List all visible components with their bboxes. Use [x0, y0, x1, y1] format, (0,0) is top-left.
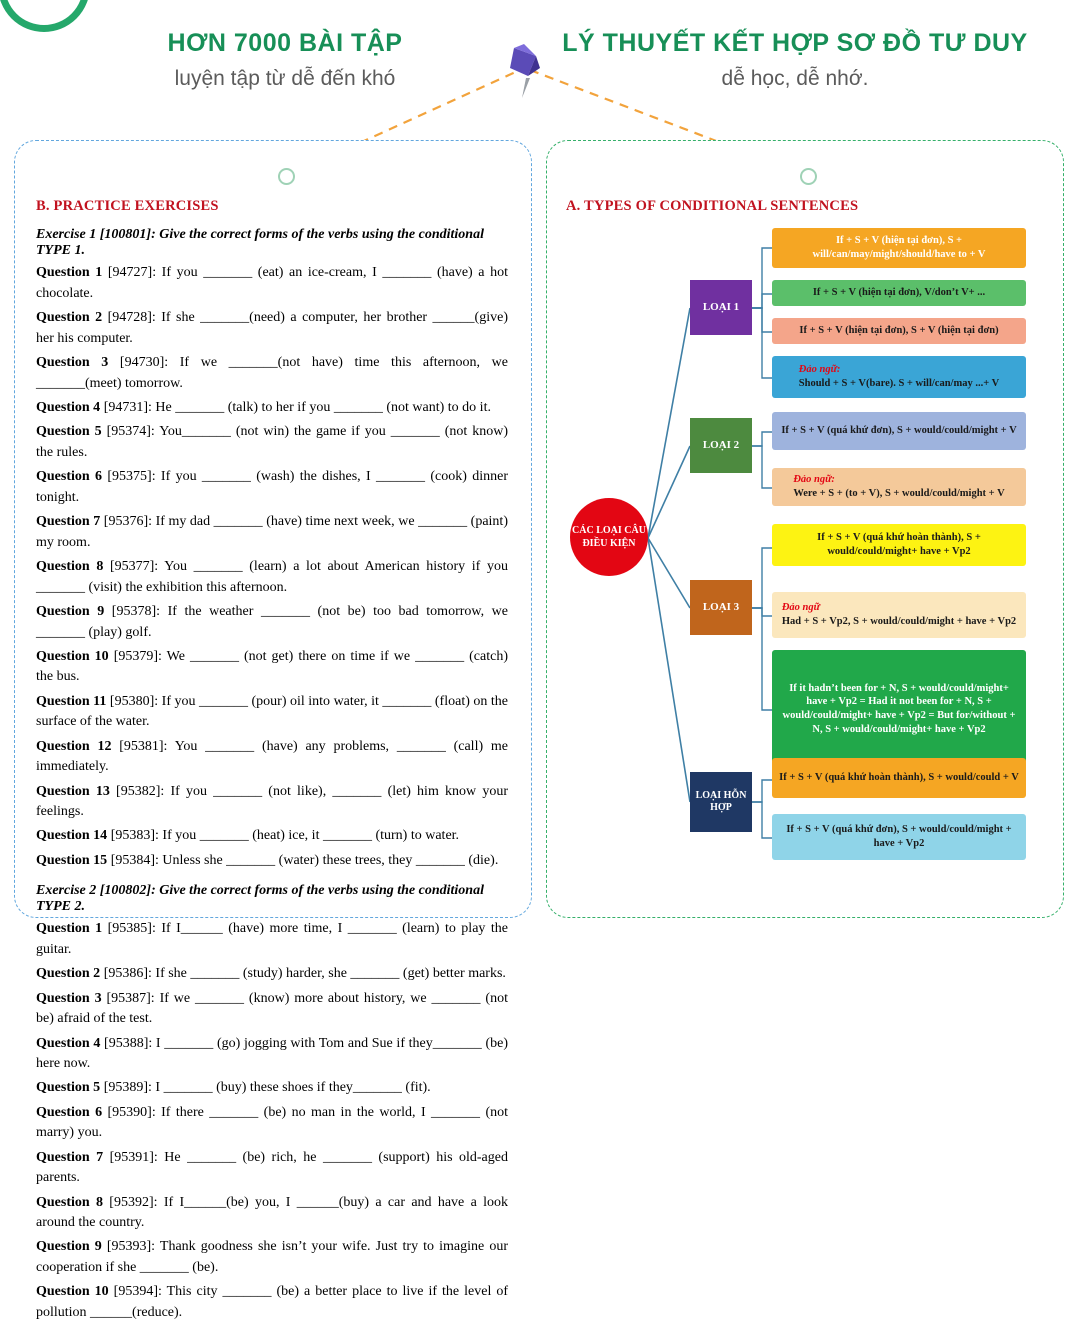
formula-text: Should + S + V(bare). S + will/can/may ...+ V: [798, 378, 1000, 389]
question-item: Question 5 [95374]: You_______ (not win) the game if you _______ (not know) the rules.: [36, 424, 508, 460]
formula-box: [772, 650, 1026, 768]
question-item: Question 3 [94730]: If we _______(not have) time this afternoon, we _______(meet) tomorrow.: [36, 354, 508, 391]
mindmap-type-2: LOẠI 2: [690, 418, 752, 473]
exercise1-heading: Exercise 1 [100801]: Give the correct forms of the verbs using the conditional TYPE 1.: [36, 227, 484, 258]
exercise2-question-list: [36, 919, 508, 1323]
formula-box: [772, 280, 1026, 306]
formula-box: [772, 468, 1026, 506]
card-left-eyelet-icon: [278, 168, 295, 185]
formula-text: If + S + V (hiện tại đơn), V/don’t V+ ...: [812, 287, 986, 299]
question-item: Question 10 [95394]: This city _______ (be) a better place to live if the level of pollution ______(reduce).: [36, 1284, 508, 1321]
practice-section-title: B. PRACTICE EXERCISES: [36, 198, 219, 214]
formula-text: If it hadn’t been for + N, S + would/could/might+ have + Vp2 = Had it not been for + N, S + would/could/might+ have + Vp2 = But for/without + N, S + would/could/might+ have + Vp2: [782, 682, 1016, 735]
question-item: Question 3 [95387]: If we _______ (know) more about history, we _______ (not be) afraid of the test.: [36, 990, 508, 1027]
formula-box: [772, 592, 1026, 638]
exercise1-question-list: [36, 263, 508, 871]
header-right-subtitle: dễ học, dễ nhớ.: [721, 67, 869, 90]
formula-box: [772, 228, 1026, 268]
question-item: Question 2 [95386]: If she _______ (study) harder, she _______ (get) better marks.: [36, 966, 506, 982]
formula-box: [772, 814, 1026, 860]
formula-text: Had + S + Vp2, S + would/could/might + have + Vp2: [781, 616, 1017, 627]
question-item: Question 9 [95378]: If the weather _______ (not be) too bad tomorrow, we _______ (play) golf.: [36, 603, 508, 640]
exercise2-heading: Exercise 2 [100802]: Give the correct forms of the verbs using the conditional TYPE 2.: [36, 883, 484, 915]
question-item: Question 15 [95384]: Unless she _______ (water) these trees, they _______ (die).: [36, 852, 499, 868]
mindmap-type-3: LOẠI 3: [690, 580, 752, 635]
header-right: [545, 28, 1045, 91]
formula-box: [772, 356, 1026, 398]
question-item: Question 9 [95393]: Thank goodness she isn’t your wife. Just try to imagine our cooperation if she _______ (be).: [36, 1239, 508, 1276]
question-item: Question 13 [95382]: If you _______ (not like), _______ (let) him know your feelings.: [36, 783, 508, 820]
question-item: Question 4 [94731]: He _______ (talk) to her if you _______ (not want) to do it.: [36, 399, 491, 415]
inversion-label: Đảo ngữ:: [798, 364, 841, 376]
formula-text: Were + S + (to + V), S + would/could/might + V: [793, 488, 1005, 499]
formula-box: [772, 318, 1026, 344]
conditional-types-mindmap: [566, 220, 1048, 880]
question-item: Question 5 [95389]: I _______ (buy) these shoes if they_______ (fit).: [36, 1080, 431, 1096]
formula-text: If + S + V (quá khứ đơn), S + would/could/might + have + Vp2: [786, 824, 1012, 849]
formula-box: [772, 412, 1026, 450]
question-item: Question 14 [95383]: If you _______ (heat) ice, it _______ (turn) to water.: [36, 828, 460, 844]
practice-exercises-body: [36, 198, 508, 1327]
inversion-label: Đảo ngữ:: [793, 474, 835, 486]
question-item: Question 2 [94728]: If she _______(need) a computer, her brother ______(give) her his computer.: [36, 309, 508, 346]
question-item: Question 12 [95381]: You _______ (have) any problems, _______ (call) me immediately.: [36, 738, 508, 775]
formula-text: If + S + V (quá khứ hoàn thành), S + would/could/might+ have + Vp2: [817, 532, 981, 557]
pushpin-icon: [500, 38, 550, 100]
header-left-subtitle: luyện tập từ dễ đến khó: [174, 67, 396, 90]
question-item: Question 1 [95385]: If I______ (have) more time, I _______ (learn) to play the guitar.: [36, 921, 508, 958]
mindmap-type-mixed: LOẠI HỖN HỢP: [690, 772, 752, 832]
decorative-arc: [0, 0, 90, 32]
question-item: Question 7 [95391]: He _______ (be) rich, he _______ (support) his old-aged parents.: [36, 1149, 508, 1186]
formula-text: If + S + V (hiện tại đơn), S + will/can/may/might/should/have to + V: [812, 235, 986, 260]
question-item: Question 7 [95376]: If my dad _______ (have) time next week, we _______ (paint) my room.: [36, 513, 508, 550]
inversion-label: Đảo ngữ: [781, 602, 820, 614]
question-item: Question 10 [95379]: We _______ (not get) there on time if we _______ (catch) the bus.: [36, 648, 508, 685]
formula-box: [772, 758, 1026, 798]
question-item: Question 8 [95377]: You _______ (learn) a lot about American history if you _______ (visit) the exhibition this afternoon.: [36, 558, 508, 595]
question-item: Question 4 [95388]: I _______ (go) jogging with Tom and Sue if they_______ (be) here now.: [36, 1035, 508, 1072]
header-left-title: HƠN 7000 BÀI TẬP: [167, 29, 403, 57]
header-left: [90, 28, 480, 91]
formula-text: If + S + V (quá khứ hoàn thành), S + would/could + V: [779, 772, 1019, 784]
question-item: Question 11 [95380]: If you _______ (pour) oil into water, it _______ (float) on the surface of the water.: [36, 693, 508, 730]
question-item: Question 6 [95375]: If you _______ (wash) the dishes, I _______ (cook) dinner tonight.: [36, 468, 508, 505]
mindmap-center-node: CÁC LOẠI CÂU ĐIỀU KIỆN: [570, 498, 648, 576]
mindmap-type-1: LOẠI 1: [690, 280, 752, 335]
question-item: Question 8 [95392]: If I______(be) you, I ______(buy) a car and have a look around the country.: [36, 1194, 508, 1231]
header-right-title: LÝ THUYẾT KẾT HỢP SƠ ĐỒ TƯ DUY: [562, 29, 1028, 57]
theory-section-title: A. TYPES OF CONDITIONAL SENTENCES: [566, 198, 859, 214]
formula-text: If + S + V (hiện tại đơn), S + V (hiện tại đơn): [799, 325, 999, 337]
formula-text: If + S + V (quá khứ đơn), S + would/could/might + V: [781, 425, 1017, 437]
question-item: Question 1 [94727]: If you _______ (eat) an ice-cream, I _______ (have) a hot chocolate.: [36, 265, 508, 301]
question-item: Question 6 [95390]: If there _______ (be) no man in the world, I _______ (not marry) you.: [36, 1104, 508, 1141]
card-right-eyelet-icon: [800, 168, 817, 185]
theory-body: [566, 198, 1048, 898]
formula-box: [772, 524, 1026, 566]
